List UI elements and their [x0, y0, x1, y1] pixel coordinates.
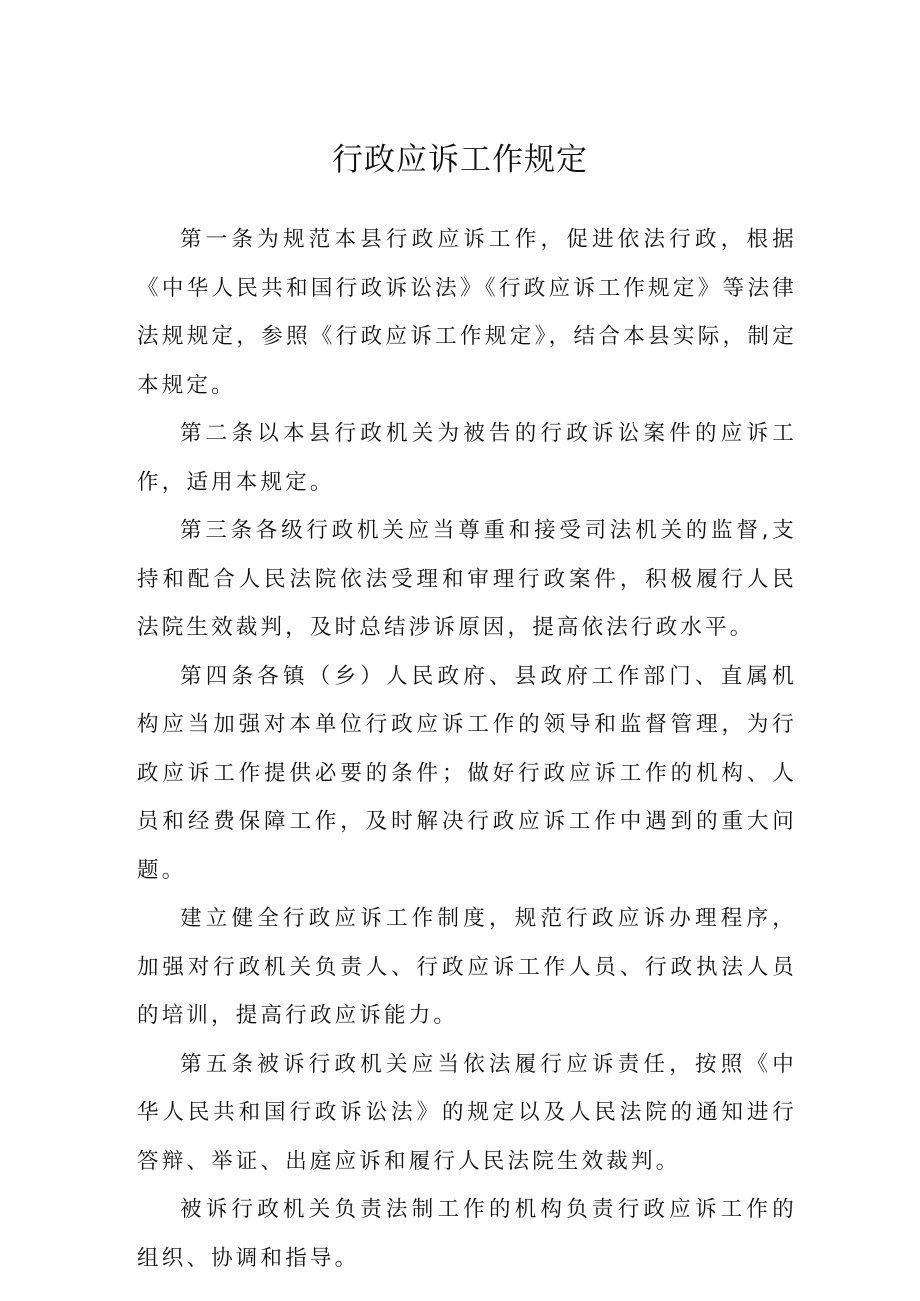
paragraph-article-1: 第一条为规范本县行政应诉工作，促进依法行政，根据《中华人民共和国行政诉讼法》《行政应诉工作规定》等法律法规规定，参照《行政应诉工作规定》，结合本县实际，制定本规定。 [137, 227, 797, 398]
paragraph-article-4: 第四条各镇（乡）人民政府、县政府工作部门、直属机构应当加强对本单位行政应诉工作的领导和监督管理，为行政应诉工作提供必要的条件；做好行政应诉工作的机构、人员和经费保障工作，及时解决行政应诉工作中遇到的重大问题。 [137, 663, 797, 883]
document-title: 行政应诉工作规定 [332, 142, 588, 178]
paragraph-article-2: 第二条以本县行政机关为被告的行政诉讼案件的应诉工作，适用本规定。 [137, 421, 797, 495]
paragraph-article-5: 第五条被诉行政机关应当依法履行应诉责任，按照《中华人民共和国行政诉讼法》的规定以及人民法院的通知进行答辩、举证、出庭应诉和履行人民法院生效裁判。 [137, 1051, 797, 1174]
paragraph-article-4-cont: 建立健全行政应诉工作制度，规范行政应诉办理程序，加强对行政机关负责人、行政应诉工作人员、行政执法人员的培训，提高行政应诉能力。 [137, 906, 797, 1028]
paragraph-article-5-cont: 被诉行政机关负责法制工作的机构负责行政应诉工作的组织、协调和指导。 [137, 1197, 797, 1271]
paragraph-article-3: 第三条各级行政机关应当尊重和接受司法机关的监督,支持和配合人民法院依法受理和审理行政案件，积极履行人民法院生效裁判，及时总结涉诉原因，提高依法行政水平。 [137, 518, 797, 640]
document-body [137, 216, 797, 1283]
